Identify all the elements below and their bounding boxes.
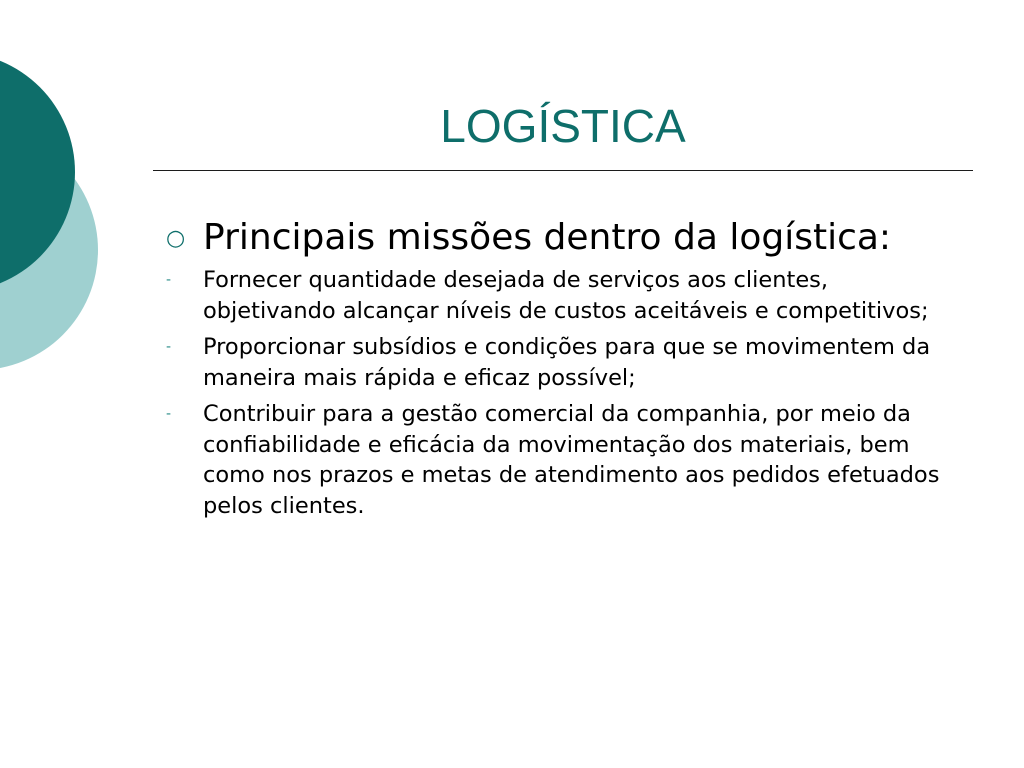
decorative-circles <box>0 0 120 420</box>
sub-bullet-item <box>160 399 960 521</box>
title-divider <box>153 170 973 171</box>
main-bullet-text: Principais missões dentro da logística: <box>203 217 892 258</box>
sub-bullet-text: Contribuir para a gestão comercial da companhia, por meio da confiabilidade e eficácia da movimentação dos materiais, bem como nos prazos e metas de atendimento aos pedidos efetuados pelos clientes. <box>203 401 940 519</box>
main-bullet-item <box>160 214 960 262</box>
sub-bullet-text: Fornecer quantidade desejada de serviços aos clientes, objetivando alcançar níveis de custos aceitáveis e competitivos; <box>203 267 929 324</box>
dash-bullet-icon: - <box>166 339 172 355</box>
sub-bullet-item <box>160 332 960 393</box>
dash-bullet-icon: - <box>166 406 172 422</box>
slide-content <box>160 214 960 527</box>
dash-bullet-icon: - <box>166 272 172 288</box>
sub-bullet-text: Proporcionar subsídios e condições para que se movimentem da maneira mais rápida e eficaz possível; <box>203 334 931 391</box>
slide-title: LOGÍSTICA <box>440 100 686 152</box>
sub-bullet-list <box>160 265 960 521</box>
sub-bullet-item <box>160 265 960 326</box>
hollow-circle-bullet-icon: ○ <box>166 226 186 251</box>
